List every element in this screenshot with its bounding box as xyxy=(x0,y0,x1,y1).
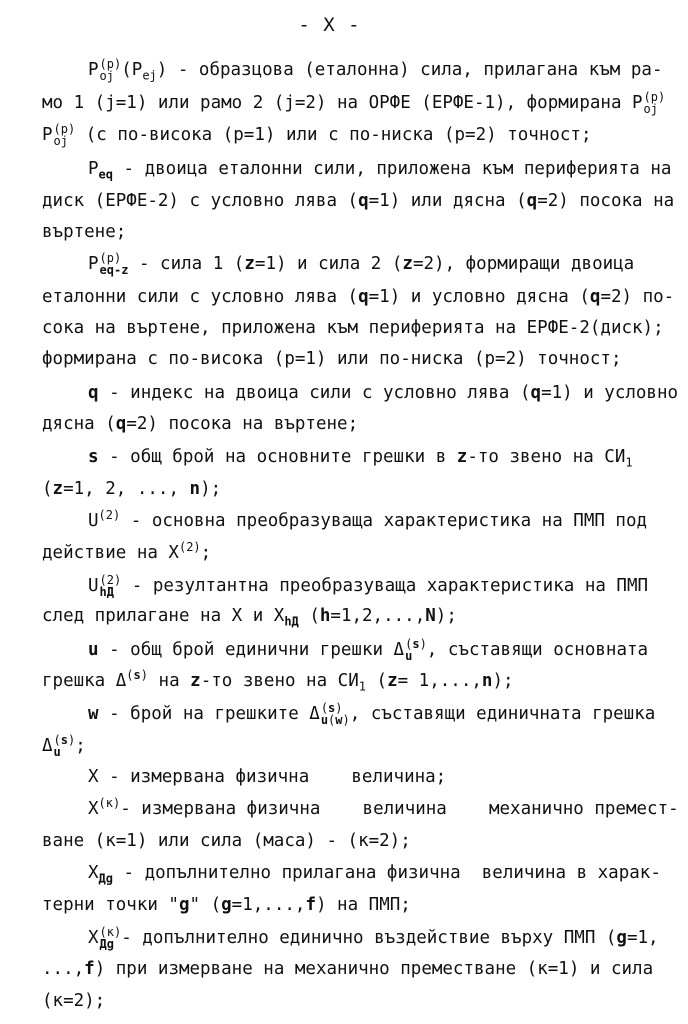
text-line-1: P (p) oj $(P_{ej})$ - образцова (еталонна) сила, прилагана към ра- xyxy=(88,57,663,83)
text-line-18: след прилагане на X и $X_{hД}$ (h=1,2,...,N); xyxy=(42,606,457,629)
text-line-14: (z=1, 2, ..., n); xyxy=(42,479,222,499)
text-line-6: въртене; xyxy=(42,222,127,242)
text-line-10: формирана с по-висока (p=1) или по-ниска (p=2) точност; xyxy=(42,349,622,369)
text-line-9: сока на въртене, приложена към периферията на ЕРФЕ-2(диск); xyxy=(42,318,664,338)
text-line-29: ...,f) при измерване на механично преместване (к=1) и сила xyxy=(42,959,654,979)
text-line-26: $X_{Дg}$ - допълнително прилагана физична величина в харак- xyxy=(88,863,661,886)
text-line-21: w - брой на грешките Δ (s) u(w) , съставящи единичната грешка xyxy=(88,701,656,727)
text-line-17: U (2) hД - резултантна преобразуваща характеристика на ПМП xyxy=(88,573,649,599)
text-line-27: терни точки "g" (g=1,...,f) на ПМП; xyxy=(42,895,411,915)
text-line-11: q - индекс на двоица сили с условно лява (q=1) и условно xyxy=(88,383,679,403)
text-line-19: u - общ брой единични грешки Δ (s) u , съставящи основната xyxy=(88,637,649,663)
text-line-8: еталонни сили с условно лява (q=1) и условно дясна (q=2) по- xyxy=(42,287,675,307)
text-line-24: $X^{(к)}-$ измервана физична величина механично премест- xyxy=(88,796,679,819)
text-line-15: $U^{(2)}$ - основна преобразуваща характеристика на ПМП под xyxy=(88,508,648,531)
text-line-28: X (к) Дg - допълнително единично въздействие върху ПМП (g=1, xyxy=(88,925,659,951)
text-line-3: P (p) oj (с по-висока (p=1) или с по-ниска (p=2) точност; xyxy=(42,122,592,148)
text-line-4: $P_{eq}$ - двоица еталонни сили, приложена към периферията на xyxy=(88,159,672,182)
text-line-7: P (p) eq-z - сила 1 (z=1) и сила 2 (z=2), формиращи двоица xyxy=(88,251,635,277)
text-line-23: X - измервана физична величина; xyxy=(88,767,447,787)
text-line-5: диск (ЕРФЕ-2) с условно лява (q=1) или дясна (q=2) посока на xyxy=(42,191,675,211)
text-line-25: ване (к=1) или сила (маса) - (к=2); xyxy=(42,831,411,851)
text-line-12: дясна (q=2) посока на въртене; xyxy=(42,414,359,434)
text-line-16: действие на $X^{(2)}$; xyxy=(42,540,212,563)
text-line-13: s - общ брой на основните грешки в z-то звено на $СИ_1$ xyxy=(88,447,633,470)
text-line-30: (к=2); xyxy=(42,991,106,1011)
text-line-22: Δ (s) u ; xyxy=(42,733,86,759)
text-line-20: грешка $\Delta^{(s)}$ на z-то звено на $СИ_1$ (z= 1,...,n); xyxy=(42,668,514,694)
text-line-2: мо 1 (j=1) или рамо 2 (j=2) на ОРФЕ (ЕРФЕ-1), формирана P (p) oj xyxy=(42,90,666,116)
page-number: - X - xyxy=(298,14,361,36)
